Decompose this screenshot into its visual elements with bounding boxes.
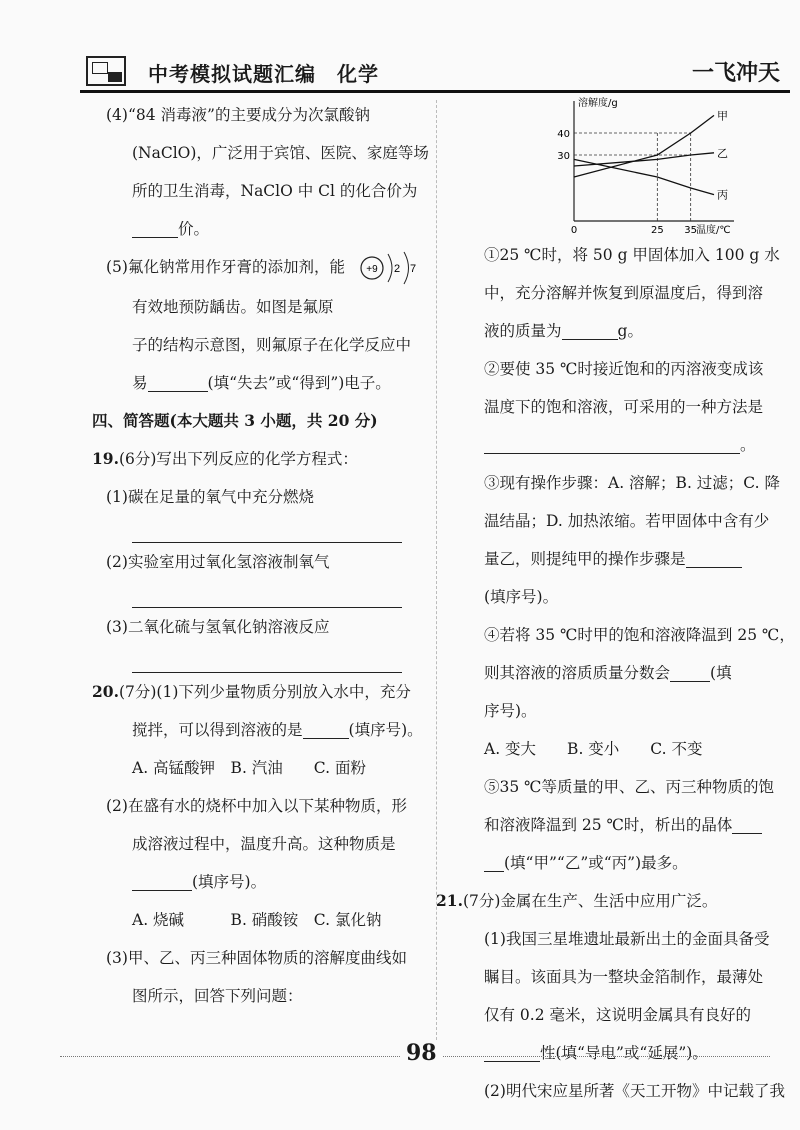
answer-blank[interactable]: [484, 851, 504, 872]
page-number: 98: [400, 1040, 443, 1066]
y-axis-label: 溶解度/g: [578, 98, 618, 109]
text-line: ①25 ℃时，将 50 g 甲固体加入 100 g 水: [484, 246, 780, 264]
header-rule: [80, 90, 790, 93]
text-line: (2)明代宋应星所著《天工开物》中记载了我: [484, 1082, 785, 1100]
section-heading: 四、简答题(本大题共 3 小题，共 20 分): [92, 411, 378, 430]
text-line: (NaClO)，广泛用于宾馆、医院、家庭等场: [132, 144, 429, 162]
text-line: 价。: [92, 210, 422, 248]
series-label: 甲: [717, 109, 728, 123]
text-line: 序号)。: [484, 702, 537, 720]
page-header: [80, 50, 790, 94]
text-line: (5)氟化钠常用作牙膏的添加剂，能 +9 2 7: [92, 248, 422, 288]
x-tick-label: 35: [684, 225, 698, 236]
text-line: (填序号)。: [92, 863, 422, 901]
text-line: 仅有 0.2 毫米，这说明金属具有良好的: [484, 1006, 752, 1024]
text-line: 图所示，回答下列问题：: [132, 987, 303, 1005]
options-line: A. 高锰酸钾 B. 汽油 C. 面粉: [132, 759, 366, 777]
text-line: 。: [484, 426, 774, 464]
header-title: 中考模拟试题汇编 化学: [148, 62, 379, 86]
text-line: 易 (填“失去”或“得到”)电子。: [92, 364, 422, 402]
book-logo-icon: [86, 56, 126, 86]
y-tick-label: 30: [557, 151, 570, 162]
text-line: 子的结构示意图，则氟原子在化学反应中: [132, 336, 412, 354]
x-tick-label: 25: [650, 225, 664, 236]
answer-line[interactable]: [132, 516, 402, 543]
text-line: ②要使 35 ℃时接近饱和的丙溶液变成该: [484, 360, 764, 378]
text-line: (3)二氧化硫与氢氧化钠溶液反应: [106, 618, 330, 636]
left-column: [92, 96, 429, 1015]
series-line-1: [574, 115, 714, 177]
x-tick-label: 0: [570, 225, 578, 236]
text-line: ④若将 35 ℃时甲的饱和溶液降温到 25 ℃，: [484, 626, 795, 644]
answer-blank[interactable]: [132, 870, 192, 891]
shell-electrons-2: 7: [409, 263, 417, 275]
answer-blank[interactable]: [484, 433, 740, 454]
text-line: 则其溶液的溶质质量分数会 (填: [484, 654, 774, 692]
text-line: 温结晶；D. 加热浓缩。若甲固体中含有少: [484, 512, 770, 530]
text-line: 搅拌，可以得到溶液的是 (填序号)。: [92, 711, 422, 749]
x-axis-label: 温度/℃: [696, 225, 731, 236]
options-line: A. 烧碱 B. 硝酸铵 C. 氯化钠: [132, 911, 382, 929]
text-line: 液的质量为 g。: [484, 312, 774, 350]
text-line: 温度下的饱和溶液，可采用的一种方法是: [484, 398, 764, 416]
text-line: (3)甲、乙、丙三种固体物质的溶解度曲线如: [106, 949, 407, 967]
y-tick-label: 40: [557, 129, 570, 140]
solubility-chart: [544, 96, 744, 236]
text-line: 所的卫生消毒，NaClO 中 Cl 的化合价为: [132, 182, 418, 200]
text-line: (填“甲”“乙”或“丙”)最多。: [484, 844, 774, 882]
answer-blank[interactable]: [732, 813, 762, 834]
question-19: 19.(6分)写出下列反应的化学方程式：: [92, 449, 358, 468]
text-line: (4)“84 消毒液”的主要成分为次氯酸钠: [106, 106, 370, 124]
answer-blank[interactable]: [562, 319, 618, 340]
page-footer: [60, 1040, 770, 1068]
question-21: 21.(7分)金属在生产、生活中应用广泛。: [436, 891, 718, 910]
text-line: 成溶液过程中，温度升高。这种物质是: [132, 835, 396, 853]
answer-blank[interactable]: [303, 718, 349, 739]
text-line: 和溶液降温到 25 ℃时，析出的晶体: [484, 806, 774, 844]
text-line: (2)实验室用过氧化氢溶液制氧气: [106, 553, 330, 571]
series-label: 乙: [717, 146, 728, 160]
answer-blank[interactable]: [132, 217, 178, 238]
shell-electrons-1: 2: [393, 263, 401, 275]
text-line: 中，充分溶解并恢复到原温度后，得到溶: [484, 284, 764, 302]
options-line: A. 变大 B. 变小 C. 不变: [484, 740, 703, 758]
text-line: 性(填“导电”或“延展”)。: [484, 1034, 774, 1072]
text-line: (1)碳在足量的氧气中充分燃烧: [106, 488, 314, 506]
text-line: (2)在盛有水的烧杯中加入以下某种物质，形: [106, 797, 407, 815]
answer-blank[interactable]: [148, 371, 208, 392]
answer-blank[interactable]: [686, 547, 742, 568]
fluorine-atom-diagram: [358, 248, 422, 288]
answer-blank[interactable]: [670, 661, 710, 682]
question-20: 20.(7分)(1)下列少量物质分别放入水中，充分: [92, 682, 411, 701]
text-line: ③现有操作步骤：A. 溶解；B. 过滤；C. 降: [484, 474, 780, 492]
series-label: 丙: [717, 188, 728, 202]
text-line: (填序号)。: [484, 588, 559, 606]
header-brand: 一飞冲天: [691, 60, 780, 86]
text-line: 量乙，则提纯甲的操作步骤是: [484, 540, 774, 578]
nucleus-charge: +9: [366, 264, 378, 275]
text-line: ⑤35 ℃等质量的甲、乙、丙三种物质的饱: [484, 778, 774, 796]
text-line: (1)我国三星堆遗址最新出土的金面具备受: [484, 930, 770, 948]
text-line: 瞩目。该面具为一整块金箔制作，最薄处: [484, 968, 764, 986]
text-line: 有效地预防龋齿。如图是氟原: [132, 298, 334, 316]
